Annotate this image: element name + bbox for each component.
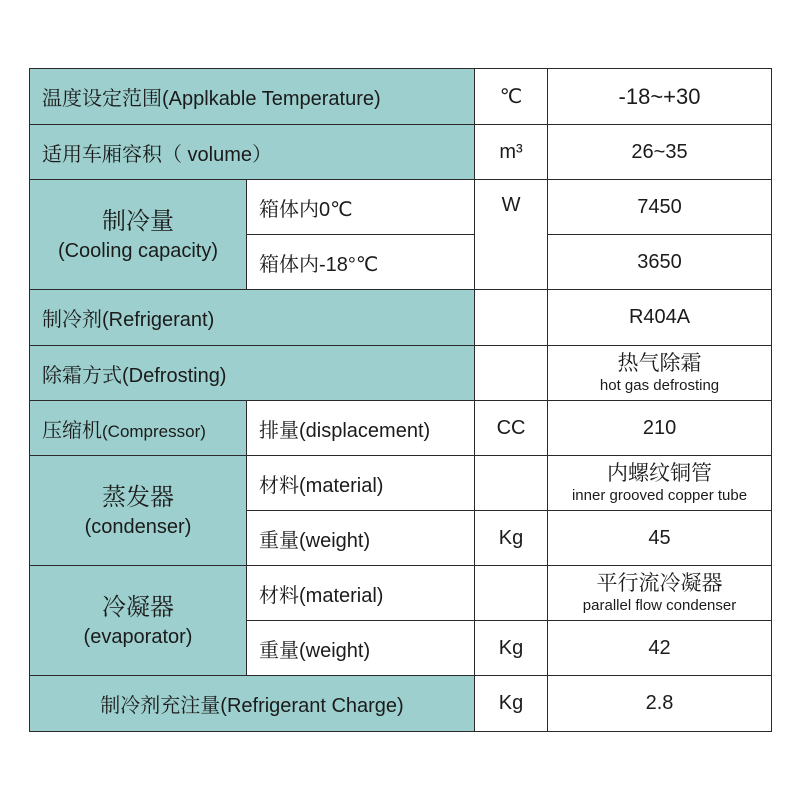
compressor-label-zh: 压缩机 [42, 419, 102, 442]
row-evaporator-material [30, 566, 772, 621]
condenser-label-zh: 蒸发器 [102, 483, 174, 511]
charge-label: 制冷剂充注量(Refrigerant Charge) [30, 676, 475, 732]
compressor-sub-label: 排量(displacement) [247, 401, 475, 456]
cooling-sub-label: 箱体内0℃ [247, 180, 475, 235]
evaporator-label-zh: 冷凝器 [102, 593, 174, 621]
evaporator-label [30, 566, 247, 676]
charge-value: 2.8 [548, 676, 772, 732]
row-compressor [30, 401, 772, 456]
evaporator-material-en: parallel flow condenser [582, 597, 737, 614]
evaporator-weight-label: 重量(weight) [247, 621, 475, 676]
defrost-value-en: hot gas defrosting [599, 377, 720, 394]
volume-value: 26~35 [548, 125, 772, 180]
defrost-unit-cell [475, 346, 548, 401]
volume-label: 适用车厢容积（ volume） [30, 125, 475, 180]
row-charge [30, 676, 772, 732]
evaporator-weight-value: 42 [548, 621, 772, 676]
evaporator-material-unit-cell [475, 566, 548, 621]
evaporator-material-value [548, 566, 772, 621]
cooling-label [30, 180, 247, 290]
condenser-weight-unit: Kg [475, 511, 548, 566]
row-temperature [30, 69, 772, 125]
compressor-label-en: (Compressor) [102, 421, 206, 441]
condenser-label-en: (condenser) [84, 515, 192, 538]
cooling-label-en: (Cooling capacity) [57, 239, 219, 262]
volume-unit: m³ [475, 125, 548, 180]
evaporator-material-zh: 平行流冷凝器 [596, 572, 723, 595]
temperature-unit: ℃ [475, 69, 548, 125]
compressor-unit: CC [475, 401, 548, 456]
defrost-value [548, 346, 772, 401]
refrigerant-unit [475, 290, 548, 346]
compressor-label [30, 401, 247, 456]
condenser-material-label: 材料(material) [247, 456, 475, 511]
evaporator-material-label: 材料(material) [247, 566, 475, 621]
condenser-material-value [548, 456, 772, 511]
cooling-value: 7450 [548, 180, 772, 235]
condenser-weight-label: 重量(weight) [247, 511, 475, 566]
refrigerant-value: R404A [548, 290, 772, 346]
charge-unit: Kg [475, 676, 548, 732]
cooling-value: 3650 [548, 235, 772, 290]
refrigerant-label: 制冷剂(Refrigerant) [30, 290, 475, 346]
temperature-label: 温度设定范围(Applkable Temperature) [30, 69, 475, 125]
row-cooling-0 [30, 180, 772, 235]
condenser-material-zh: 内螺纹铜管 [607, 462, 713, 485]
cooling-sub-label: 箱体内-18°℃ [247, 235, 475, 290]
row-volume [30, 125, 772, 180]
row-condenser-material [30, 456, 772, 511]
condenser-weight-value: 45 [548, 511, 772, 566]
condenser-label [30, 456, 247, 566]
temperature-value: -18~+30 [548, 69, 772, 125]
condenser-material-unit-cell [475, 456, 548, 511]
defrost-value-zh: 热气除霜 [617, 352, 702, 375]
cooling-label-zh: 制冷量 [102, 207, 174, 235]
cooling-unit: W [475, 180, 548, 290]
compressor-value: 210 [548, 401, 772, 456]
row-defrost [30, 346, 772, 401]
defrost-label: 除霜方式(Defrosting) [30, 346, 475, 401]
evaporator-label-en: (evaporator) [83, 625, 193, 648]
row-refrigerant [30, 290, 772, 346]
condenser-material-en: inner grooved copper tube [571, 487, 748, 504]
spec-table [29, 68, 772, 732]
evaporator-weight-unit: Kg [475, 621, 548, 676]
